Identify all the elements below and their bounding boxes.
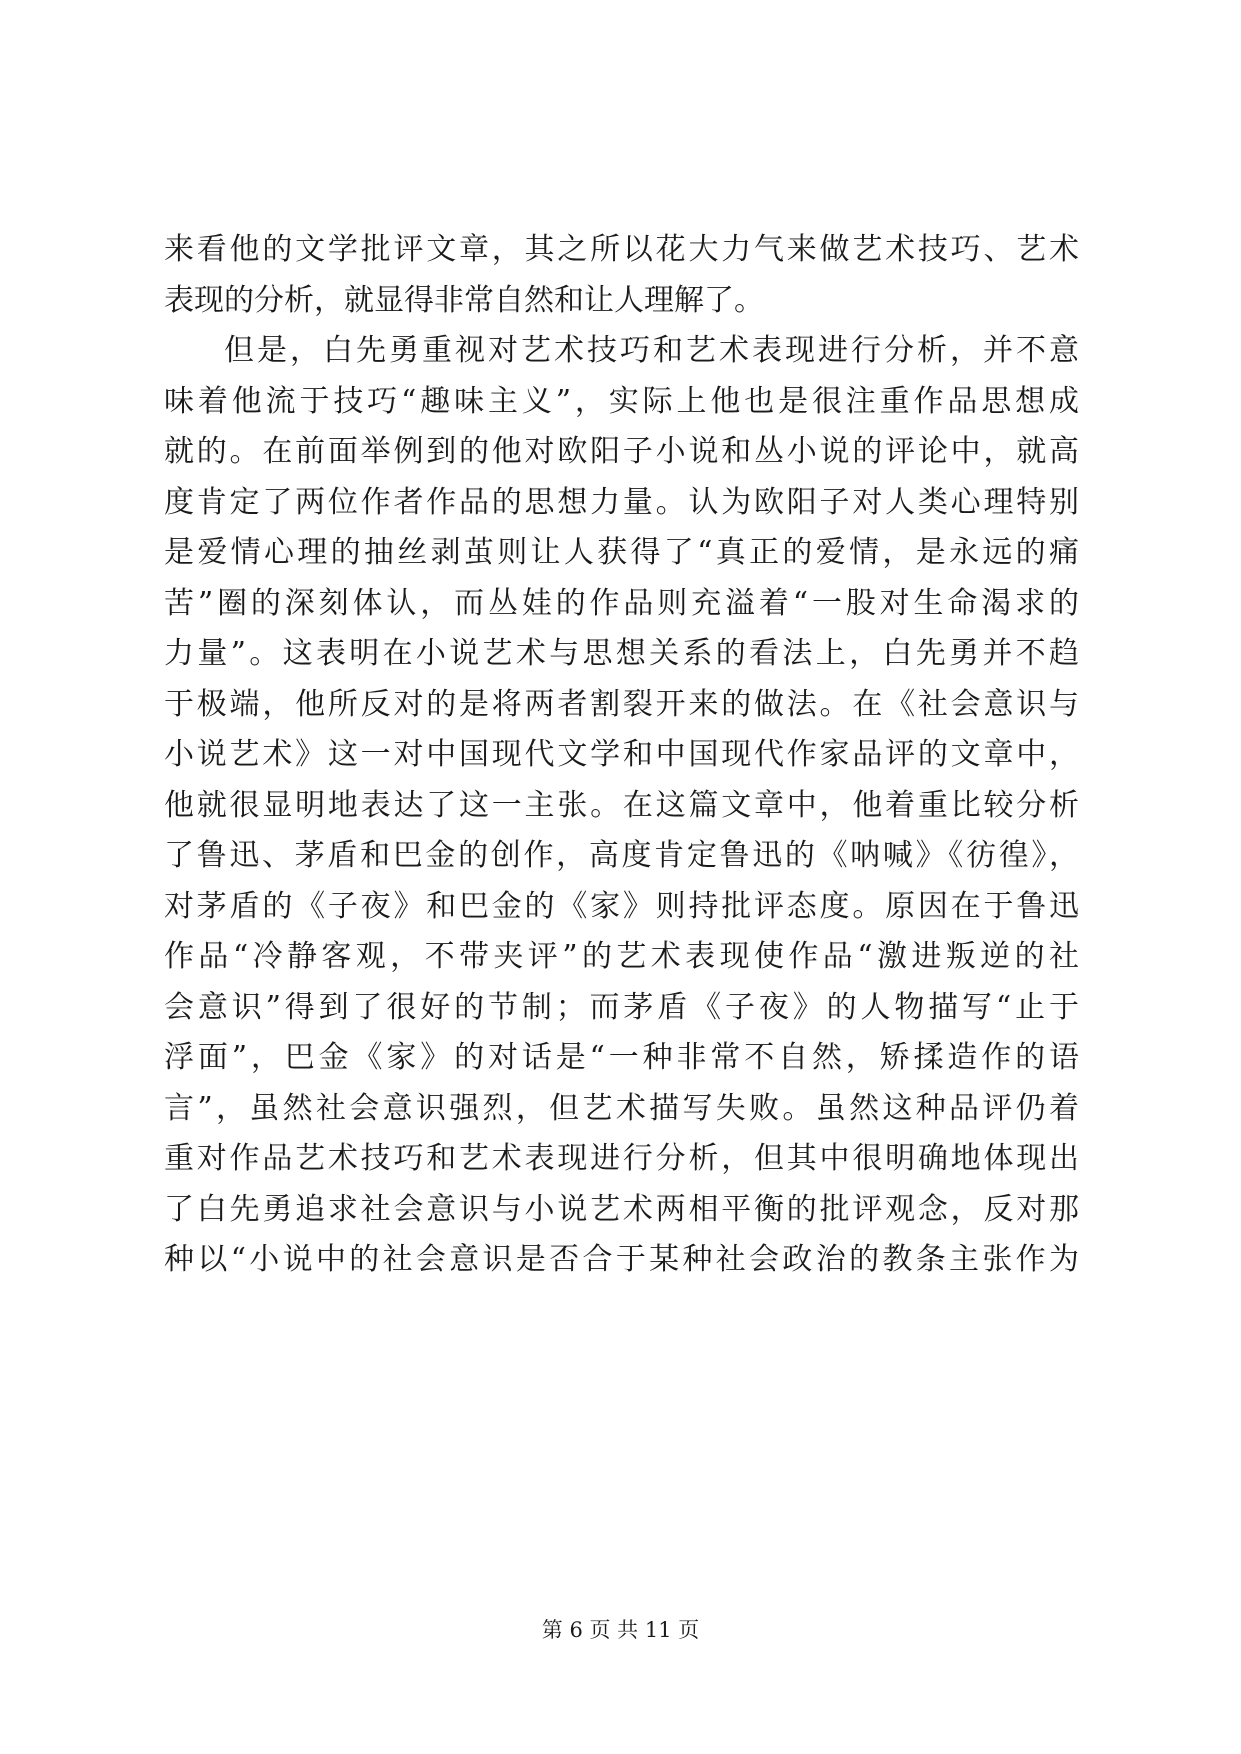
text-line-19: 重对作品艺术技巧和艺术表现进行分析，但其中很明确地体现出 <box>164 1141 1079 1176</box>
text-line-3: 但是，白先勇重视对艺术技巧和艺术表现进行分析，并不意 <box>224 333 1079 368</box>
text-line-7: 是爱情心理的抽丝剥茧则让人获得了“真正的爱情，是永远的痛 <box>164 535 1079 570</box>
text-line-9: 力量”。这表明在小说艺术与思想关系的看法上，白先勇并不趋 <box>164 636 1079 671</box>
text-line-5: 就的。在前面举例到的他对欧阳子小说和丛小说的评论中，就高 <box>164 434 1079 469</box>
text-line-16: 会意识”得到了很好的节制；而茅盾《子夜》的人物描写“止于 <box>164 989 1079 1025</box>
text-line-1: 来看他的文学批评文章，其之所以花大力气来做艺术技巧、艺术 <box>164 232 1079 267</box>
text-line-15: 作品“冷静客观，不带夹评”的艺术表现使作品“激进叛逆的社 <box>164 939 1079 974</box>
body-text <box>164 225 1079 1286</box>
text-line-12: 他就很显明地表达了这一主张。在这篇文章中，他着重比较分析 <box>164 787 1079 823</box>
text-line-17: 浮面”，巴金《家》的对话是“一种非常不自然，矫揉造作的语 <box>164 1040 1079 1075</box>
text-line-8: 苦”圈的深刻体认，而丛娃的作品则充溢着“一股对生命渴求的 <box>164 585 1079 621</box>
text-line-18: 言”，虽然社会意识强烈，但艺术描写失败。虽然这种品评仍着 <box>164 1090 1079 1126</box>
text-line-21: 种以“小说中的社会意识是否合于某种社会政治的教条主张作为 <box>164 1242 1079 1277</box>
text-line-13: 了鲁迅、茅盾和巴金的创作，高度肯定鲁迅的《呐喊》《彷徨》， <box>164 838 1079 873</box>
text-line-14: 对茅盾的《子夜》和巴金的《家》则持批评态度。原因在于鲁迅 <box>164 888 1079 924</box>
text-line-2: 表现的分析，就显得非常自然和让人理解了。 <box>164 282 764 318</box>
page-footer: 第 6 页 共 11 页 <box>541 1618 700 1642</box>
text-line-10: 于极端，他所反对的是将两者割裂开来的做法。在《社会意识与 <box>164 686 1079 722</box>
text-line-4: 味着他流于技巧“趣味主义”，实际上他也是很注重作品思想成 <box>164 383 1079 419</box>
text-line-6: 度肯定了两位作者作品的思想力量。认为欧阳子对人类心理特别 <box>164 484 1079 520</box>
text-line-20: 了白先勇追求社会意识与小说艺术两相平衡的批评观念，反对那 <box>164 1191 1079 1227</box>
text-line-11: 小说艺术》这一对中国现代文学和中国现代作家品评的文章中， <box>164 737 1079 772</box>
